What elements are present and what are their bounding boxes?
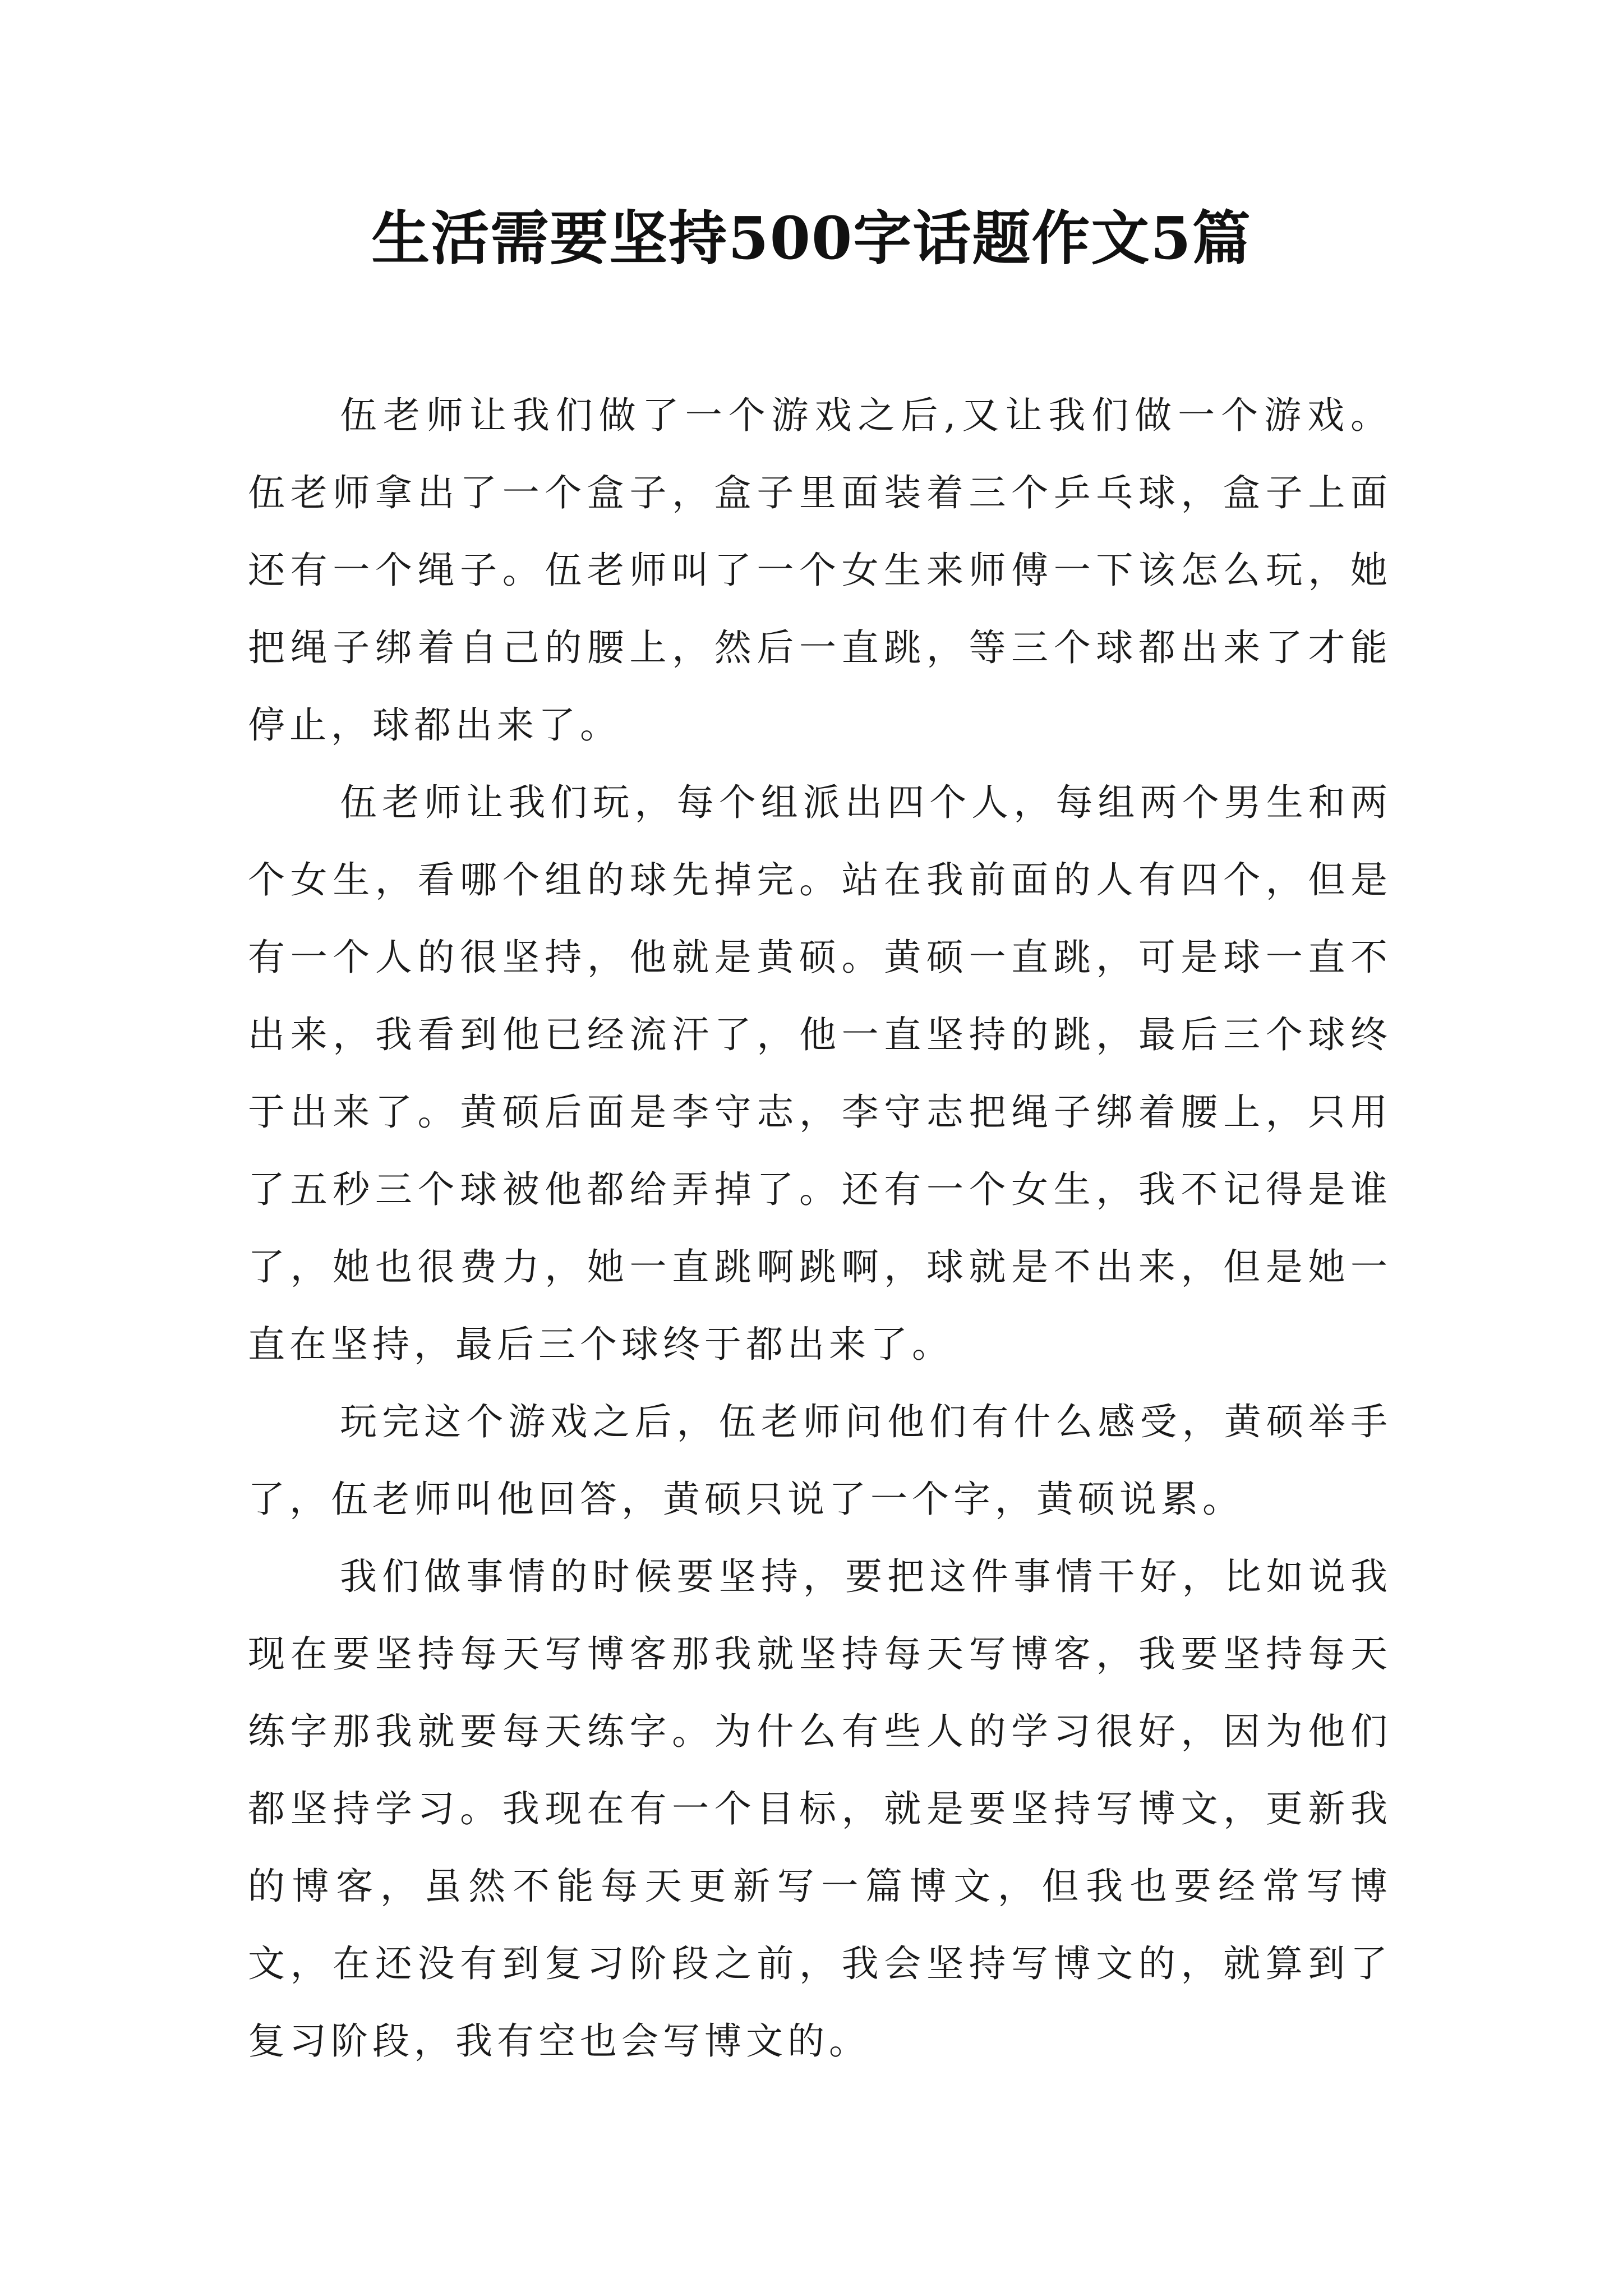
paragraph-2: 伍老师让我们玩，每个组派出四个人，每组两个男生和两个女生，看哪个组的球先掉完。站在我前面的人有四个，但是有一个人的很坚持，他就是黄硕。黄硕一直跳，可是球一直不出来，我看到他已经流汗了，他一直坚持的跳，最后三个球终于出来了。黄硕后面是李守志，李守志把绳子绑着腰上，只用了五秒三个球被他都给弄掉了。还有一个女生，我不记得是谁了，她也很费力，她一直跳啊跳啊，球就是不出来，但是她一直在坚持，最后三个球终于都出来了。 (248, 781, 1392, 1366)
document-title: 生活需要坚持500字话题作文5篇 (371, 204, 1252, 273)
document-body (248, 377, 1392, 2080)
paragraph-1: 伍老师让我们做了一个游戏之后,又让我们做一个游戏。伍老师拿出了一个盒子，盒子里面装着三个乒乓球，盒子上面还有一个绳子。伍老师叫了一个女生来师傅一下该怎么玩，她把绳子绑着自己的腰上，然后一直跳，等三个球都出来了才能停止，球都出来了。 (248, 394, 1392, 747)
paragraph-3: 玩完这个游戏之后，伍老师问他们有什么感受，黄硕举手了，伍老师叫他回答，黄硕只说了一个字，黄硕说累。 (248, 1400, 1392, 1521)
paragraph-4: 我们做事情的时候要坚持，要把这件事情干好，比如说我现在要坚持每天写博客那我就坚持每天写博客，我要坚持每天练字那我就要每天练字。为什么有些人的学习很好，因为他们都坚持学习。我现在有一个目标，就是要坚持写博文，更新我的博客，虽然不能每天更新写一篇博文，但我也要经常写博文，在还没有到复习阶段之前，我会坚持写博文的，就算到了复习阶段，我有空也会写博文的。 (248, 1555, 1392, 2063)
